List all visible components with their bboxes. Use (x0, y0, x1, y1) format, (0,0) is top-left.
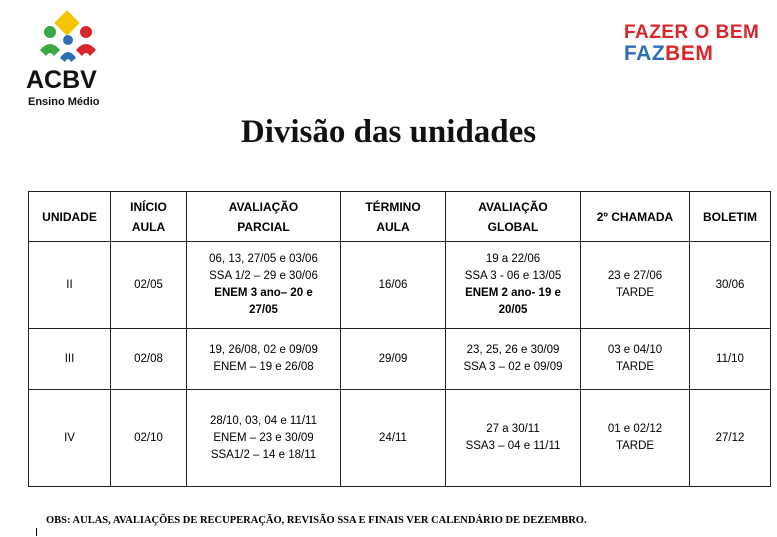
fazer-o-bem-logo (618, 18, 758, 68)
avaliacao-parcial-cell-line: 27/05 (249, 304, 278, 316)
segunda-chamada-cell-line: TARDE (615, 287, 655, 299)
avaliacao-parcial-cell (187, 390, 341, 487)
column-header-line: UNIDADE (42, 209, 97, 224)
inicio-aula-cell: 02/10 (111, 390, 187, 487)
unidade-cell: IV (29, 390, 111, 487)
segunda-chamada-cell (581, 390, 690, 487)
avaliacao-parcial-cell-line: ENEM – 23 e 30/09 (213, 431, 314, 444)
column-header (446, 192, 581, 242)
column-header (581, 192, 690, 242)
column-header-line: BOLETIM (703, 209, 757, 224)
column-header (111, 192, 187, 242)
avaliacao-global-cell-line: 20/05 (498, 304, 528, 316)
avaliacao-parcial-cell-line: 19, 26/08, 02 e 09/09 (209, 344, 318, 356)
segunda-chamada-cell-line: 03 e 04/10 (607, 344, 663, 356)
column-header (29, 192, 111, 242)
avaliacao-parcial-cell-line: SSA1/2 – 14 e 18/11 (210, 448, 317, 461)
termino-aula-cell: 29/09 (341, 329, 446, 390)
boletim-cell: 27/12 (690, 390, 771, 487)
column-header-line: TÉRMINO (365, 199, 421, 214)
termino-aula-cell: 24/11 (341, 390, 446, 487)
avaliacao-parcial-cell-line: ENEM 3 ano– 20 e (214, 287, 313, 299)
avaliacao-global-cell-line: SSA3 – 04 e 11/11 (465, 440, 561, 452)
acbv-logo-subtitle: Ensino Médio (28, 96, 100, 108)
segunda-chamada-cell-line: 23 e 27/06 (607, 270, 663, 282)
avaliacao-global-cell-line: 27 a 30/11 (486, 423, 540, 435)
boletim-cell: 11/10 (690, 329, 771, 390)
avaliacao-global-cell-line: 19 a 22/06 (485, 253, 541, 265)
unidade-cell: III (29, 329, 111, 390)
avaliacao-global-cell-line: SSA 3 – 02 e 09/09 (463, 361, 563, 373)
column-header-line: INÍCIO (130, 199, 167, 214)
segunda-chamada-cell (581, 329, 690, 390)
faz-text: FAZ (624, 42, 666, 65)
acbv-logo (22, 8, 122, 108)
segunda-chamada-cell-line: TARDE (615, 361, 655, 373)
inicio-aula-cell: 02/08 (111, 329, 187, 390)
column-header-line: AVALIAÇÃO (478, 199, 548, 214)
column-header (690, 192, 771, 242)
column-header-line: AULA (131, 219, 166, 234)
avaliacao-global-cell (446, 242, 581, 329)
avaliacao-parcial-cell-line: 28/10, 03, 04 e 11/11 (210, 414, 317, 427)
boletim-cell: 30/06 (690, 242, 771, 329)
column-header-line: PARCIAL (237, 219, 290, 234)
table-row (29, 329, 771, 390)
table-header-row (29, 192, 771, 242)
column-header-line: AVALIAÇÃO (228, 199, 299, 214)
avaliacao-parcial-cell (187, 242, 341, 329)
column-header-line: GLOBAL (487, 219, 539, 234)
column-header (341, 192, 446, 242)
column-header (187, 192, 341, 242)
segunda-chamada-cell (581, 242, 690, 329)
acbv-logo-title: ACBV (26, 66, 97, 94)
acbv-emblem-icon (36, 10, 100, 66)
segunda-chamada-cell-line: TARDE (615, 440, 655, 452)
segunda-chamada-cell-line: 01 e 02/12 (607, 423, 663, 435)
avaliacao-parcial-cell-line: 06, 13, 27/05 e 03/06 (209, 253, 318, 265)
page-title: Divisão das unidades (240, 114, 537, 150)
avaliacao-global-cell (446, 390, 581, 487)
avaliacao-parcial-cell-line: ENEM – 19 e 26/08 (213, 361, 314, 373)
avaliacao-global-cell-line: SSA 3 - 06 e 13/05 (464, 270, 562, 282)
column-header-line: 2º CHAMADA (596, 209, 674, 224)
observation-note: OBS: AULAS, AVALIAÇÕES DE RECUPERAÇÃO, REVISÃO SSA E FINAIS VER CALENDÁRIO DE DEZEMBRO. (46, 515, 587, 526)
avaliacao-parcial-cell (187, 329, 341, 390)
units-table (28, 191, 771, 487)
avaliacao-parcial-cell-line: SSA 1/2 – 29 e 30/06 (209, 270, 318, 282)
inicio-aula-cell: 02/05 (111, 242, 187, 329)
unidade-cell: II (29, 242, 111, 329)
avaliacao-global-cell-line: ENEM 2 ano- 19 e (465, 287, 561, 299)
faz-bem-line2 (624, 42, 713, 66)
table-row (29, 242, 771, 329)
column-header-line: AULA (376, 219, 410, 234)
avaliacao-global-cell-line: 23, 25, 26 e 30/09 (466, 344, 560, 356)
avaliacao-global-cell (446, 329, 581, 390)
cursor-mark (36, 528, 37, 536)
bem-text: BEM (665, 42, 714, 65)
termino-aula-cell: 16/06 (341, 242, 446, 329)
table-row (29, 390, 771, 487)
fazer-o-bem-line1: FAZER O BEM (624, 22, 760, 43)
